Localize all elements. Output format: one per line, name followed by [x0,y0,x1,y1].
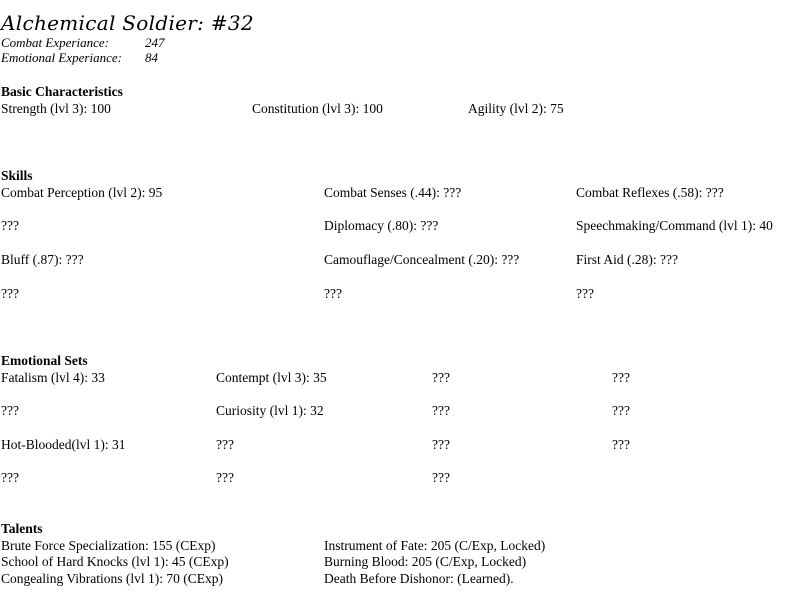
skills-heading: Skills [1,168,33,183]
emotion-cell: ??? [432,370,450,385]
talent-item: School of Hard Knocks (lvl 1): 45 (CExp) [1,554,229,569]
emotion-cell: Hot-Blooded(lvl 1): 31 [1,437,126,452]
emotion-cell: Contempt (lvl 3): 35 [216,370,327,385]
skill-cell: ??? [324,286,342,301]
skill-cell: Speechmaking/Command (lvl 1): 40 [576,218,773,233]
combat-experience-label: Combat Experiance: [1,35,109,50]
page-title: Alchemical Soldier: #32 [1,11,254,35]
skill-cell: ??? [1,286,19,301]
emotional-sets-heading: Emotional Sets [1,353,88,368]
basic-item-strength: Strength (lvl 3): 100 [1,101,111,116]
skill-cell: First Aid (.28): ??? [576,252,678,267]
skill-cell: Bluff (.87): ??? [1,252,84,267]
emotion-cell: ??? [216,470,234,485]
emotion-cell: ??? [432,470,450,485]
skill-cell: Combat Perception (lvl 2): 95 [1,185,163,200]
talent-item: Brute Force Specialization: 155 (CExp) [1,538,216,553]
emotion-cell: ??? [432,403,450,418]
emotion-cell: ??? [1,470,19,485]
talent-item: Burning Blood: 205 (C/Exp, Locked) [324,554,527,569]
skill-cell: Combat Senses (.44): ??? [324,185,462,200]
emotion-cell: Curiosity (lvl 1): 32 [216,403,324,418]
skill-cell: Combat Reflexes (.58): ??? [576,185,724,200]
talent-item: Instrument of Fate: 205 (C/Exp, Locked) [324,538,546,553]
combat-experience-value: 247 [145,35,165,50]
basic-characteristics-heading: Basic Characteristics [1,84,123,99]
emotion-cell: ??? [216,437,234,452]
basic-item-agility: Agility (lvl 2): 75 [468,101,564,116]
emotion-cell: ??? [612,403,630,418]
emotion-cell: ??? [432,437,450,452]
emotion-cell: Fatalism (lvl 4): 33 [1,370,105,385]
emotional-experience-value: 84 [145,50,158,65]
skill-cell: ??? [1,218,19,233]
talent-item: Death Before Dishonor: (Learned). [324,571,514,586]
emotion-cell: ??? [1,403,19,418]
emotion-cell: ??? [612,437,630,452]
emotional-experience-label: Emotional Experiance: [1,50,122,65]
basic-item-constitution: Constitution (lvl 3): 100 [252,101,383,116]
talent-item: Congealing Vibrations (lvl 1): 70 (CExp) [1,571,224,586]
skill-cell: Diplomacy (.80): ??? [324,218,439,233]
skill-cell: ??? [576,286,594,301]
skill-cell: Camouflage/Concealment (.20): ??? [324,252,520,267]
talents-heading: Talents [1,521,43,536]
emotion-cell: ??? [612,370,630,385]
